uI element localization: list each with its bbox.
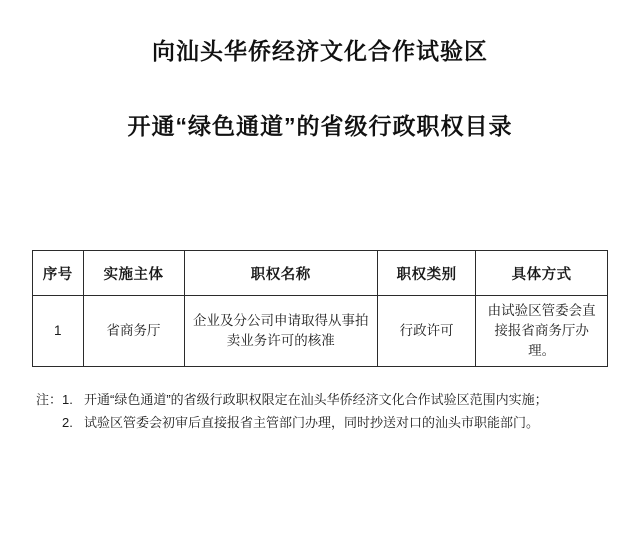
note-text: 开通“绿色通道”的省级行政职权限定在汕头华侨经济文化合作试验区范围内实施； <box>84 392 548 408</box>
cell-no: 1 <box>33 296 84 367</box>
catalog-table-container <box>24 250 616 367</box>
table-header <box>33 251 608 296</box>
table-header-way: 具体方式 <box>476 251 608 296</box>
note-item <box>62 412 606 435</box>
cell-name: 企业及分公司申请取得从事拍卖业务许可的核准 <box>184 296 377 367</box>
table-body <box>33 296 608 367</box>
notes-items <box>62 389 606 435</box>
cell-type: 行政许可 <box>377 296 475 367</box>
note-text: 试验区管委会初审后直接报省主管部门办理，同时抄送对口的汕头市职能部门。 <box>84 414 540 430</box>
table-header-row <box>33 251 608 296</box>
notes-label: 注： <box>36 392 63 408</box>
table-header-type: 职权类别 <box>377 251 475 296</box>
document-title-block <box>24 0 616 142</box>
table-header-org: 实施主体 <box>83 251 184 296</box>
cell-org: 省商务厅 <box>83 296 184 367</box>
note-number: 1. <box>62 392 73 408</box>
table-header-no: 序号 <box>33 251 84 296</box>
cell-way: 由试验区管委会直接报省商务厅办理。 <box>476 296 608 367</box>
catalog-table <box>32 250 608 367</box>
table-row <box>33 296 608 367</box>
note-item <box>62 389 606 412</box>
table-header-name: 职权名称 <box>184 251 377 296</box>
page-title-line-2: 开通“绿色通道”的省级行政职权目录 <box>127 113 513 140</box>
notes-row <box>36 389 606 435</box>
note-number: 2. <box>62 414 73 430</box>
notes-block <box>24 389 616 435</box>
page-title-line-1: 向汕头华侨经济文化合作试验区 <box>152 38 488 64</box>
